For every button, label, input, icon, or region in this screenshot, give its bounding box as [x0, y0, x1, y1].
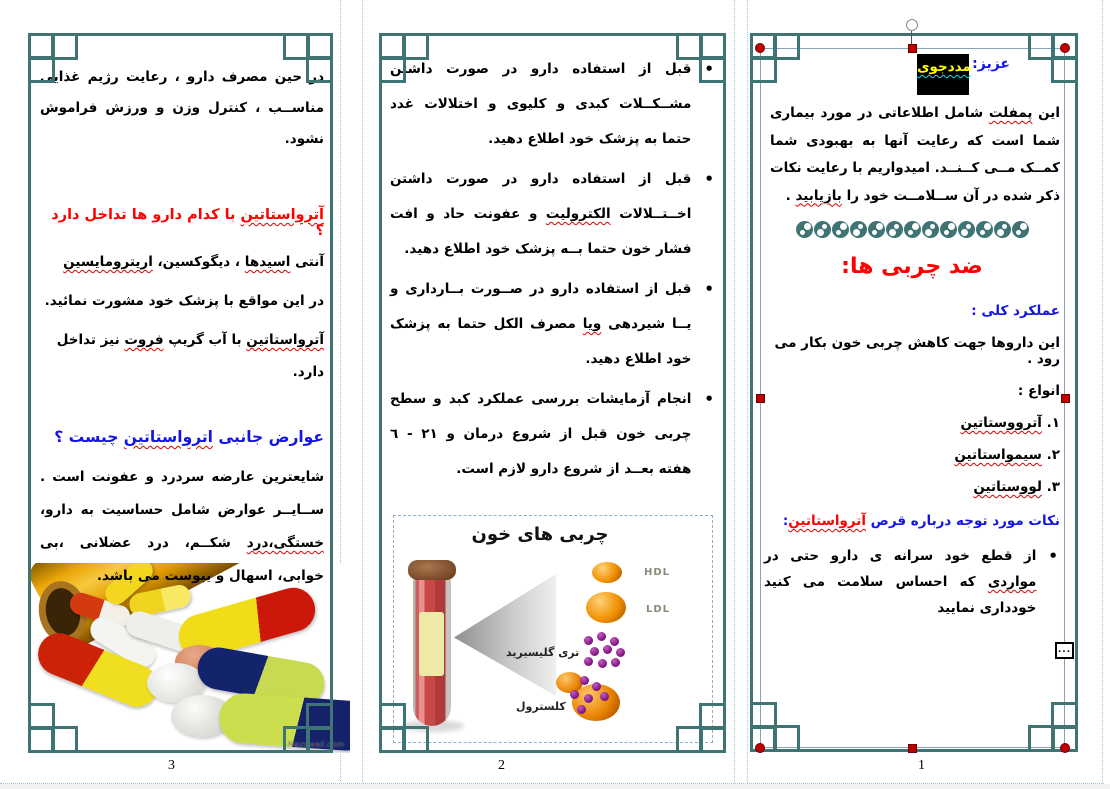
cholesterol-dot-icon: [584, 694, 593, 703]
cholesterol-dot-icon: [577, 705, 586, 714]
yin-ball-icon: [1012, 221, 1029, 238]
black-highlight: [917, 54, 969, 95]
yin-ball-icon: [796, 221, 813, 238]
divider-ornament-row: [764, 221, 1060, 238]
cholesterol-particle-icon: [556, 672, 583, 693]
test-tube-cap: [408, 560, 456, 580]
interaction-heading[interactable]: آترواستاتین با کدام دارو ها تداخل دارد ؟: [51, 207, 324, 239]
type-item-2[interactable]: ۲. سیمواستاتین: [954, 447, 1060, 463]
bullet-item[interactable]: [390, 162, 714, 267]
greeting-line[interactable]: [764, 54, 1060, 98]
column-guide-line: [747, 0, 748, 783]
note-bullet-item[interactable]: [764, 543, 1060, 621]
triglyceride-dot-icon: [610, 637, 619, 646]
type-item-3[interactable]: ۳. لووستاتین: [973, 479, 1060, 495]
triglyceride-dot-icon: [603, 645, 612, 654]
bullet-icon: •: [704, 280, 714, 298]
notes-heading[interactable]: نکات مورد توجه درباره قرص آترواستاتین:: [782, 513, 1060, 529]
panel3-content: [40, 62, 324, 593]
cholesterol-dot-icon: [570, 690, 579, 699]
ldl-particle-icon: [586, 592, 626, 623]
yin-ball-icon: [922, 221, 939, 238]
function-label[interactable]: عملکرد کلی :: [971, 303, 1060, 319]
paragraph[interactable]: شایعترین عارضه سردرد و عفونت است . ســایــر عوارض شامل حساسیت به دارو، خستگی،درد شکــم، درد عضلانی ،بی خوابی، اسهال و یبوست می باشد.: [40, 469, 324, 584]
page-edge-strip: [0, 784, 1110, 789]
yin-ball-icon: [904, 221, 921, 238]
types-label[interactable]: انواع :: [1017, 383, 1060, 399]
resize-handle-right[interactable]: [1061, 394, 1070, 403]
yin-ball-icon: [886, 221, 903, 238]
page-number-1: 1: [918, 758, 925, 773]
rotation-handle-stem: [911, 31, 912, 45]
greeting-highlight-word: مددجوی: [917, 59, 971, 75]
triglyceride-dot-icon: [598, 659, 607, 668]
triglyceride-dot-icon: [616, 648, 625, 657]
resize-handle-left[interactable]: [756, 394, 765, 403]
bullet-icon: •: [1048, 547, 1058, 565]
paragraph[interactable]: در این مواقع با پزشک خود مشورت نمائید.: [44, 293, 324, 309]
page-boundary-line: [1102, 0, 1103, 783]
rotation-handle[interactable]: [906, 19, 918, 31]
hdl-particle-icon: [592, 562, 622, 583]
greeting-rest: عزیز:: [972, 56, 1010, 72]
yin-ball-icon: [976, 221, 993, 238]
bullet-text: قبل از استفاده دارو در صورت داشتن مشــکــلات کبدی و کلیوی و اختلالات غدد حتما به پزشک خود اطلاع دهید.: [390, 61, 692, 147]
bullet-text: قبل از استفاده دارو در صورت داشتن اخــتــلالات الکترولیت و عفونت حاد و افت فشار خون حتما بــه پزشک خود اطلاع دهید.: [390, 171, 692, 257]
resize-handle-bottom-right[interactable]: [1060, 743, 1070, 753]
cholesterol-dot-icon: [580, 676, 589, 685]
test-tube-label: [419, 612, 444, 676]
function-text[interactable]: این داروها جهت کاهش چربی خون بکار می رود .: [774, 335, 1060, 367]
yin-ball-icon: [958, 221, 975, 238]
paragraph[interactable]: آنتی اسیدها ، دیگوکسین، اریترومایسین: [63, 254, 324, 270]
resize-handle-bottom-left[interactable]: [755, 743, 765, 753]
blood-fats-diagram-image[interactable]: [393, 515, 713, 743]
bullet-icon: •: [704, 60, 714, 78]
ldl-label: LDL: [646, 604, 671, 615]
paragraph[interactable]: آترواستاتین با آب گریپ فروت نیز تداخل دارد.: [56, 332, 324, 380]
intro-paragraph[interactable]: این پمفلت شامل اطلاعاتی در مورد بیماری شما است که رعایت آنها به بهبودی شما کمــک مــی کــنــد. امیدواریم با رعایت نکات ذکر شده در آن ســلامــت خود را بازیابید .: [770, 105, 1060, 204]
note-bullet-text: از قطع خود سرانه ی دارو حتی در مواردی که احساس سلامت می کنید خودداری نمایید: [764, 548, 1037, 616]
page-number-2: 2: [498, 758, 505, 773]
type-item-1[interactable]: ۱. آترووستاتین: [960, 415, 1060, 431]
resize-handle-bottom[interactable]: [908, 744, 917, 753]
diagram-title: چربی های خون: [471, 524, 609, 545]
text-overflow-indicator[interactable]: ...: [1055, 642, 1074, 659]
triglyceride-label: تری گلیسیرید: [506, 646, 580, 659]
bullet-item[interactable]: [390, 52, 714, 157]
triglyceride-dot-icon: [597, 632, 606, 641]
magnify-cone-icon: [454, 574, 556, 696]
bullet-icon: •: [704, 170, 714, 188]
yin-ball-icon: [940, 221, 957, 238]
resize-handle-top-left[interactable]: [755, 43, 765, 53]
column-guide-line: [734, 0, 735, 783]
triglyceride-dot-icon: [611, 658, 620, 667]
hdl-label: HDL: [644, 567, 671, 578]
corner-ornament-icon: [51, 33, 78, 60]
anti-fat-title[interactable]: ضد چربی ها:: [841, 254, 983, 279]
yin-ball-icon: [868, 221, 885, 238]
yin-ball-icon: [994, 221, 1011, 238]
cholesterol-dot-icon: [600, 692, 609, 701]
yin-ball-icon: [850, 221, 867, 238]
corner-ornament-icon: [28, 33, 55, 60]
resize-handle-top[interactable]: [908, 44, 917, 53]
photo-watermark: Mezowall.com: [287, 740, 344, 749]
triglyceride-dot-icon: [584, 657, 593, 666]
bullet-item[interactable]: [390, 382, 714, 487]
triglyceride-dot-icon: [590, 647, 599, 656]
panel2-content: [390, 52, 714, 492]
corner-ornament-icon: [283, 33, 310, 60]
cholesterol-label: کلسترول: [516, 700, 566, 713]
paragraph[interactable]: در حین مصرف دارو ، رعایت رژیم غذایی مناســب ، کنترل وزن و ورزش فراموش نشود.: [40, 69, 324, 147]
cholesterol-dot-icon: [592, 682, 601, 691]
corner-ornament-icon: [306, 33, 333, 60]
panel1-content: [764, 54, 1060, 621]
page-number-3: 3: [168, 758, 175, 773]
triglyceride-dot-icon: [584, 636, 593, 645]
bullet-text: قبل از استفاده دارو در صــورت بــارداری و یــا شیردهی ویا مصرف الکل حتما به پزشک خود اطلاع دهید.: [390, 281, 692, 367]
bullet-item[interactable]: [390, 272, 714, 377]
side-effects-heading[interactable]: عوارض جانبی اترواستاتین چیست ؟: [54, 428, 324, 446]
resize-handle-top-right[interactable]: [1060, 43, 1070, 53]
yin-ball-icon: [814, 221, 831, 238]
bullet-icon: •: [704, 390, 714, 408]
yin-ball-icon: [832, 221, 849, 238]
bullet-text: انجام آزمایشات بررسی عملکرد کبد و سطح چربی خون قبل از شروع درمان و ۲۱ - ٦ هفته بعــد از شروع دارو لازم است.: [390, 391, 692, 477]
column-guide-line: [362, 0, 363, 783]
